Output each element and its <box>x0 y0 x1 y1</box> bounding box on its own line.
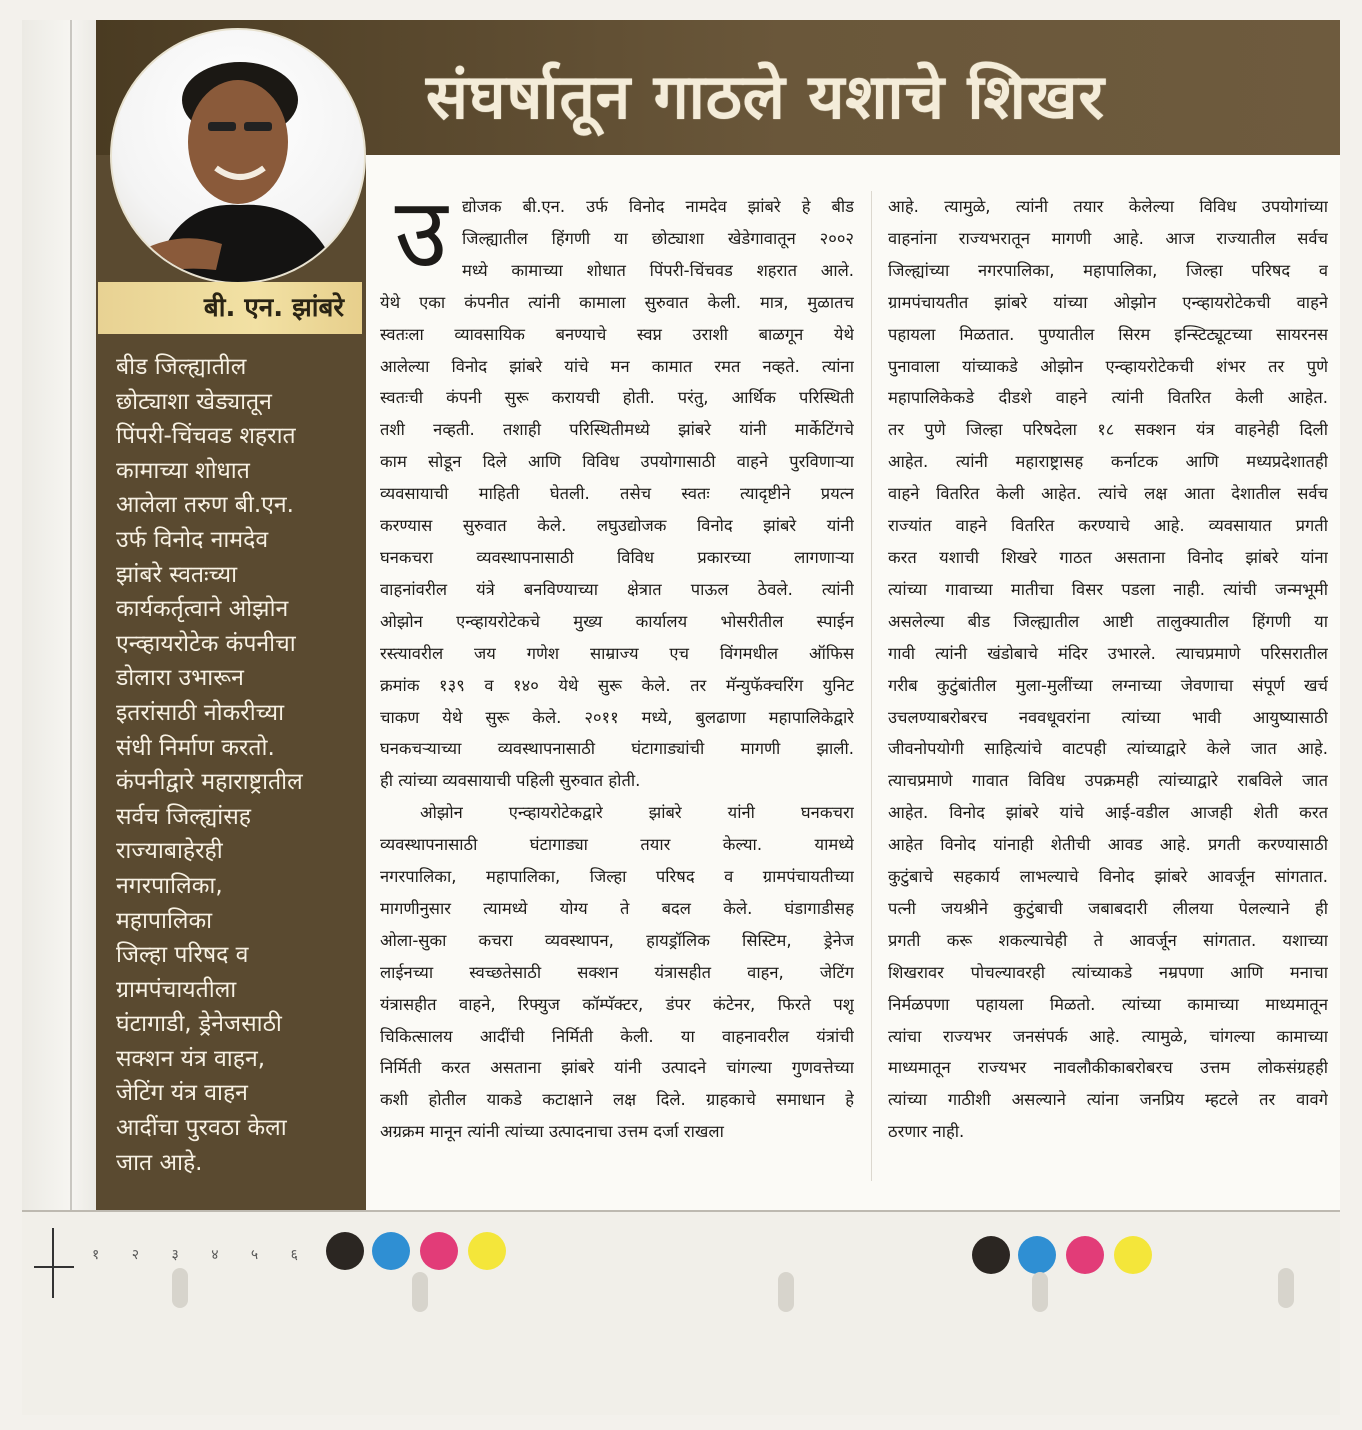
article-column-1 <box>380 191 854 1148</box>
article-body <box>366 155 1340 1210</box>
article-line: निर्मळपणा पहायला मिळतो. त्यांच्या कामाच्या माध्यमातून <box>888 994 1328 1014</box>
article-line: आहेत विनोद यांनाही शेतीची आवड आहे. प्रगती करण्यासाठी <box>888 835 1328 855</box>
register-dot-cyan <box>372 1232 410 1270</box>
article-line: करत यशाची शिखरे गाठत असताना विनोद झांबरे यांना <box>888 547 1328 567</box>
article-line: घनकचऱ्याच्या व्यवस्थापनासाठी घंटागाड्यांची मागणी झाली. <box>380 739 854 759</box>
article-line: राज्यांत वाहने वितरित करण्याचे आहे. व्यवसायात प्रगती <box>888 516 1328 536</box>
crop-mark-icon <box>52 1228 54 1298</box>
sidebar-summary-line: कंपनीद्वारे महाराष्ट्रातील <box>116 769 303 796</box>
sidebar-summary-line: संधी निर्माण करतो. <box>116 734 275 761</box>
article-line: पहायला मिळतात. पुण्यातील सिरम इन्स्टिट्यूटच्या सायरनस <box>888 324 1328 344</box>
register-rule <box>22 1210 1340 1212</box>
article-line: चिकित्सालय आदींची निर्मिती केली. या वाहनावरील यंत्रांची <box>380 1026 854 1046</box>
scan-page-edge <box>22 20 102 1415</box>
sidebar-summary <box>116 350 356 1180</box>
byline-band <box>98 282 362 334</box>
sidebar-summary-line: नगरपालिका, <box>116 872 223 899</box>
person-photo-icon <box>112 30 364 282</box>
article-line: अग्रक्रम मानून त्यांनी त्यांच्या उत्पादनाचा उत्तम दर्जा राखला <box>380 1122 724 1142</box>
article-line: निर्मिती करत असताना झांबरे यांनी उत्पादने चांगल्या गुणवत्तेच्या <box>380 1058 854 1078</box>
dropcap: उ <box>394 177 448 289</box>
article-line: वाहने वितरित केली आहेत. त्यांचे लक्ष आता देशातील सर्वच <box>888 484 1328 504</box>
perforation-mark <box>172 1268 188 1308</box>
article-line: कशी होतील याकडे कटाक्षाने लक्ष दिले. ग्राहकाचे समाधान हे <box>380 1090 854 1110</box>
article-line: ठरणार नाही. <box>888 1122 965 1142</box>
register-dot-cyan <box>1018 1236 1056 1274</box>
article-line: यंत्रासहीत वाहने, रिफ्युज कॉम्पॅक्टर, डंपर कंटेनर, फिरते पशू <box>380 994 854 1014</box>
register-dot-black <box>972 1236 1010 1274</box>
article-line: वाहनांना राज्यभरातून मागणी आहे. आज राज्यातील सर्वच <box>888 228 1328 248</box>
perforation-mark <box>412 1272 428 1312</box>
article-line: द्योजक बी.एन. उर्फ विनोद नामदेव झांबरे हे बीड <box>462 197 854 216</box>
crop-mark-icon <box>34 1266 74 1268</box>
article-line: गावी त्यांनी खंडोबाचे मंदिर उभारले. त्याचप्रमाणे परिसरातील <box>888 643 1328 663</box>
article-line: आहे. त्यामुळे, त्यांनी तयार केलेल्या विविध उपयोगांच्या <box>888 197 1328 216</box>
article-line: आहेत. विनोद झांबरे यांचे आई-वडील आजही शेती करत <box>888 803 1328 823</box>
headline: संघर्षातून गाठले यशाचे शिखर <box>426 60 1105 133</box>
article-line: पुनावाला यांच्याकडे ओझोन एन्व्हायरोटेकची शंभर तर पुणे <box>888 356 1328 376</box>
sidebar-summary-line: कार्यकर्तृत्वाने ओझोन <box>116 596 289 623</box>
article-line: रस्त्यावरील जय गणेश साम्राज्य एच विंगमधील ऑफिस <box>380 643 854 663</box>
article-line: शिखरावर पोचल्यावरही त्यांच्याकडे नम्रपणा आणि मनाचा <box>888 962 1328 982</box>
sidebar-summary-line: महापालिका <box>116 907 213 934</box>
sidebar-summary-line: ग्रामपंचायतीला <box>116 976 237 1003</box>
portrait-photo <box>110 28 366 284</box>
article-line: येथे एका कंपनीत त्यांनी कामाला सुरुवात केली. मात्र, मुळातच <box>380 292 854 312</box>
sidebar-summary-line: घंटागाडी, ड्रेनेजसाठी <box>116 1011 282 1038</box>
sidebar-summary-line: सर्वच जिल्ह्यांसह <box>116 803 252 830</box>
article-line: ओला-सुका कचरा व्यवस्थापन, हायड्रॉलिक सिस्टिम, ड्रेनेज <box>380 930 854 950</box>
sidebar-summary-line: बीड जिल्ह्यातील <box>116 354 247 380</box>
register-dot-magenta <box>420 1232 458 1270</box>
sidebar-summary-line: सक्शन यंत्र वाहन, <box>116 1045 266 1072</box>
sidebar-summary-line: एन्व्हायरोटेक कंपनीचा <box>116 630 296 657</box>
register-dot-yellow <box>1114 1236 1152 1274</box>
register-dot-black <box>326 1232 364 1270</box>
article-line: स्वतःला व्यावसायिक बनण्याचे स्वप्न उराशी बाळगून येथे <box>380 324 854 344</box>
sidebar-summary-line: आलेला तरुण बी.एन. <box>116 492 294 519</box>
article-sheet <box>96 20 1340 1210</box>
article-line: महापालिकेकडे दीडशे वाहने त्यांनी वितरित केली आहेत. <box>888 388 1328 408</box>
sidebar-summary-line: जिल्हा परिषद व <box>116 942 249 969</box>
article-line: गरीब कुटुंबांतील मुला-मुलींच्या लग्नाच्या जेवणाचा संपूर्ण खर्च <box>888 675 1328 695</box>
sidebar-summary-line: कामाच्या शोधात <box>116 457 250 484</box>
article-line: वाहनांवरील यंत्रे बनविण्याच्या क्षेत्रात पाऊल ठेवले. त्यांनी <box>380 579 854 599</box>
sidebar-summary-line: जेटिंग यंत्र वाहन <box>116 1080 248 1107</box>
article-line: ही त्यांच्या व्यवसायाची पहिली सुरुवात होती. <box>380 771 641 791</box>
article-line: पत्नी जयश्रीने कुटुंबाची जबाबदारी लीलया पेलल्याने ही <box>888 898 1328 918</box>
article-line: ओझोन एन्व्हायरोटेकचे मुख्य कार्यालय भोसरीतील स्पाईन <box>380 611 854 631</box>
article-column-2 <box>888 191 1328 1148</box>
article-line: तर पुणे जिल्हा परिषदेला १८ सक्शन यंत्र वाहनेही दिली <box>888 420 1328 440</box>
sidebar-summary-line: राज्याबाहेरही <box>116 838 223 865</box>
perforation-mark <box>778 1272 794 1312</box>
column-divider <box>871 191 872 1181</box>
sidebar-summary-line: इतरांसाठी नोकरीच्या <box>116 699 285 726</box>
article-line: जिल्ह्यांच्या नगरपालिका, महापालिका, जिल्हा परिषद व <box>888 260 1328 280</box>
sidebar-summary-line: पिंपरी-चिंचवड शहरात <box>116 423 296 450</box>
article-line: चाकण येथे सुरू केले. २०११ मध्ये, बुलढाणा महापालिकेद्वारे <box>380 707 854 727</box>
article-line: स्वतःची कंपनी सुरू करायची होती. परंतु, आर्थिक परिस्थिती <box>380 388 854 408</box>
article-line: व्यवस्थापनासाठी घंटागाड्या तयार केल्या. यामध्ये <box>380 835 854 855</box>
sidebar-summary-line: डोलारा उभारून <box>116 665 244 692</box>
article-line: जीवनोपयोगी साहित्यांचे वाटपही त्यांच्याद्वारे केले जात आहे. <box>888 739 1328 759</box>
register-dot-yellow <box>468 1232 506 1270</box>
article-line: त्यांच्या गाठीशी असल्याने त्यांना जनप्रिय म्हटले तर वावगे <box>888 1090 1328 1110</box>
article-line: व्यवसायाची माहिती घेतली. तसेच स्वतः त्यादृष्टीने प्रयत्न <box>380 484 854 504</box>
sidebar-summary-line: उर्फ विनोद नामदेव <box>116 526 269 553</box>
article-line: मध्ये कामाच्या शोधात पिंपरी-चिंचवड शहरात आले. <box>462 260 854 280</box>
sidebar-summary-line: छोट्याशा खेड्यातून <box>116 388 272 415</box>
article-line: माध्यमातून राज्यभर नावलौकीकाबरोबरच उत्तम लोकसंग्रहही <box>888 1058 1328 1078</box>
article-line: आलेल्या विनोद झांबरे यांचे मन कामात रमत नव्हते. त्यांना <box>380 356 854 376</box>
article-line: उचलण्याबरोबरच नववधूवरांना त्यांच्या भावी आयुष्यासाठी <box>888 707 1328 727</box>
article-line: आहेत. त्यांनी महाराष्ट्रासह कर्नाटक आणि मध्यप्रदेशातही <box>888 452 1328 472</box>
article-line: त्यांच्या गावाच्या मातीचा विसर पडला नाही. त्यांची जन्मभूमी <box>888 579 1328 599</box>
sidebar-summary-line: झांबरे स्वतःच्या <box>116 561 238 588</box>
article-line: नगरपालिका, महापालिका, जिल्हा परिषद व ग्रामपंचायतीच्या <box>380 867 854 887</box>
sidebar-summary-line: आदींचा पुरवठा केला <box>116 1115 287 1142</box>
article-line: लाईनच्या स्वच्छतेसाठी सक्शन यंत्रासहीत वाहन, जेटिंग <box>380 962 854 982</box>
register-ruler: १ २ ३ ४ ५ ६ <box>92 1247 312 1263</box>
byline-name: बी. एन. झांबरे <box>203 293 344 323</box>
article-line: त्याचप्रमाणे गावात विविध उपक्रमही त्यांच्याद्वारे राबविले जात <box>888 771 1328 791</box>
article-line: काम सोडून दिले आणि विविध उपयोगासाठी वाहने पुरविणाऱ्या <box>380 452 854 472</box>
article-line: प्रगती करू शकल्याचेही ते आवर्जून सांगतात. यशाच्या <box>888 930 1328 950</box>
article-line: त्यांचा राज्यभर जनसंपर्क आहे. त्यामुळे, चांगल्या कामाच्या <box>888 1026 1328 1046</box>
perforation-mark <box>1032 1272 1048 1312</box>
print-register-strip <box>22 1210 1340 1415</box>
sidebar-summary-line: जात आहे. <box>116 1149 203 1176</box>
article-line: असलेल्या बीड जिल्ह्यातील आष्टी तालुक्यातील हिंगणी या <box>888 611 1328 631</box>
article-line: ओझोन एन्व्हायरोटेकद्वारे झांबरे यांनी घनकचरा <box>420 803 854 823</box>
article-line: घनकचरा व्यवस्थापनासाठी विविध प्रकारच्या लागणाऱ्या <box>380 547 854 567</box>
article-line: मागणीनुसार त्यामध्ये योग्य ते बदल केले. घंडागाडीसह <box>380 898 854 918</box>
article-line: क्रमांक १३९ व १४० येथे सुरू केले. तर मॅन्युफॅक्चरिंग युनिट <box>380 675 854 695</box>
article-line: तशी नव्हती. तशाही परिस्थितीमध्ये झांबरे यांनी मार्केटिंगचे <box>380 420 854 440</box>
article-line: ग्रामपंचायतीत झांबरे यांच्या ओझोन एन्व्हायरोटेकची वाहने <box>888 292 1328 312</box>
perforation-mark <box>1278 1268 1294 1308</box>
article-line: कुटुंबाचे सहकार्य लाभल्याचे विनोद झांबरे आवर्जून सांगतात. <box>888 867 1328 887</box>
article-line: करण्यास सुरुवात केले. लघुउद्योजक विनोद झांबरे यांनी <box>380 516 854 536</box>
register-dot-magenta <box>1066 1236 1104 1274</box>
article-line: जिल्ह्यातील हिंगणी या छोट्याशा खेडेगावातून २००२ <box>462 228 854 248</box>
